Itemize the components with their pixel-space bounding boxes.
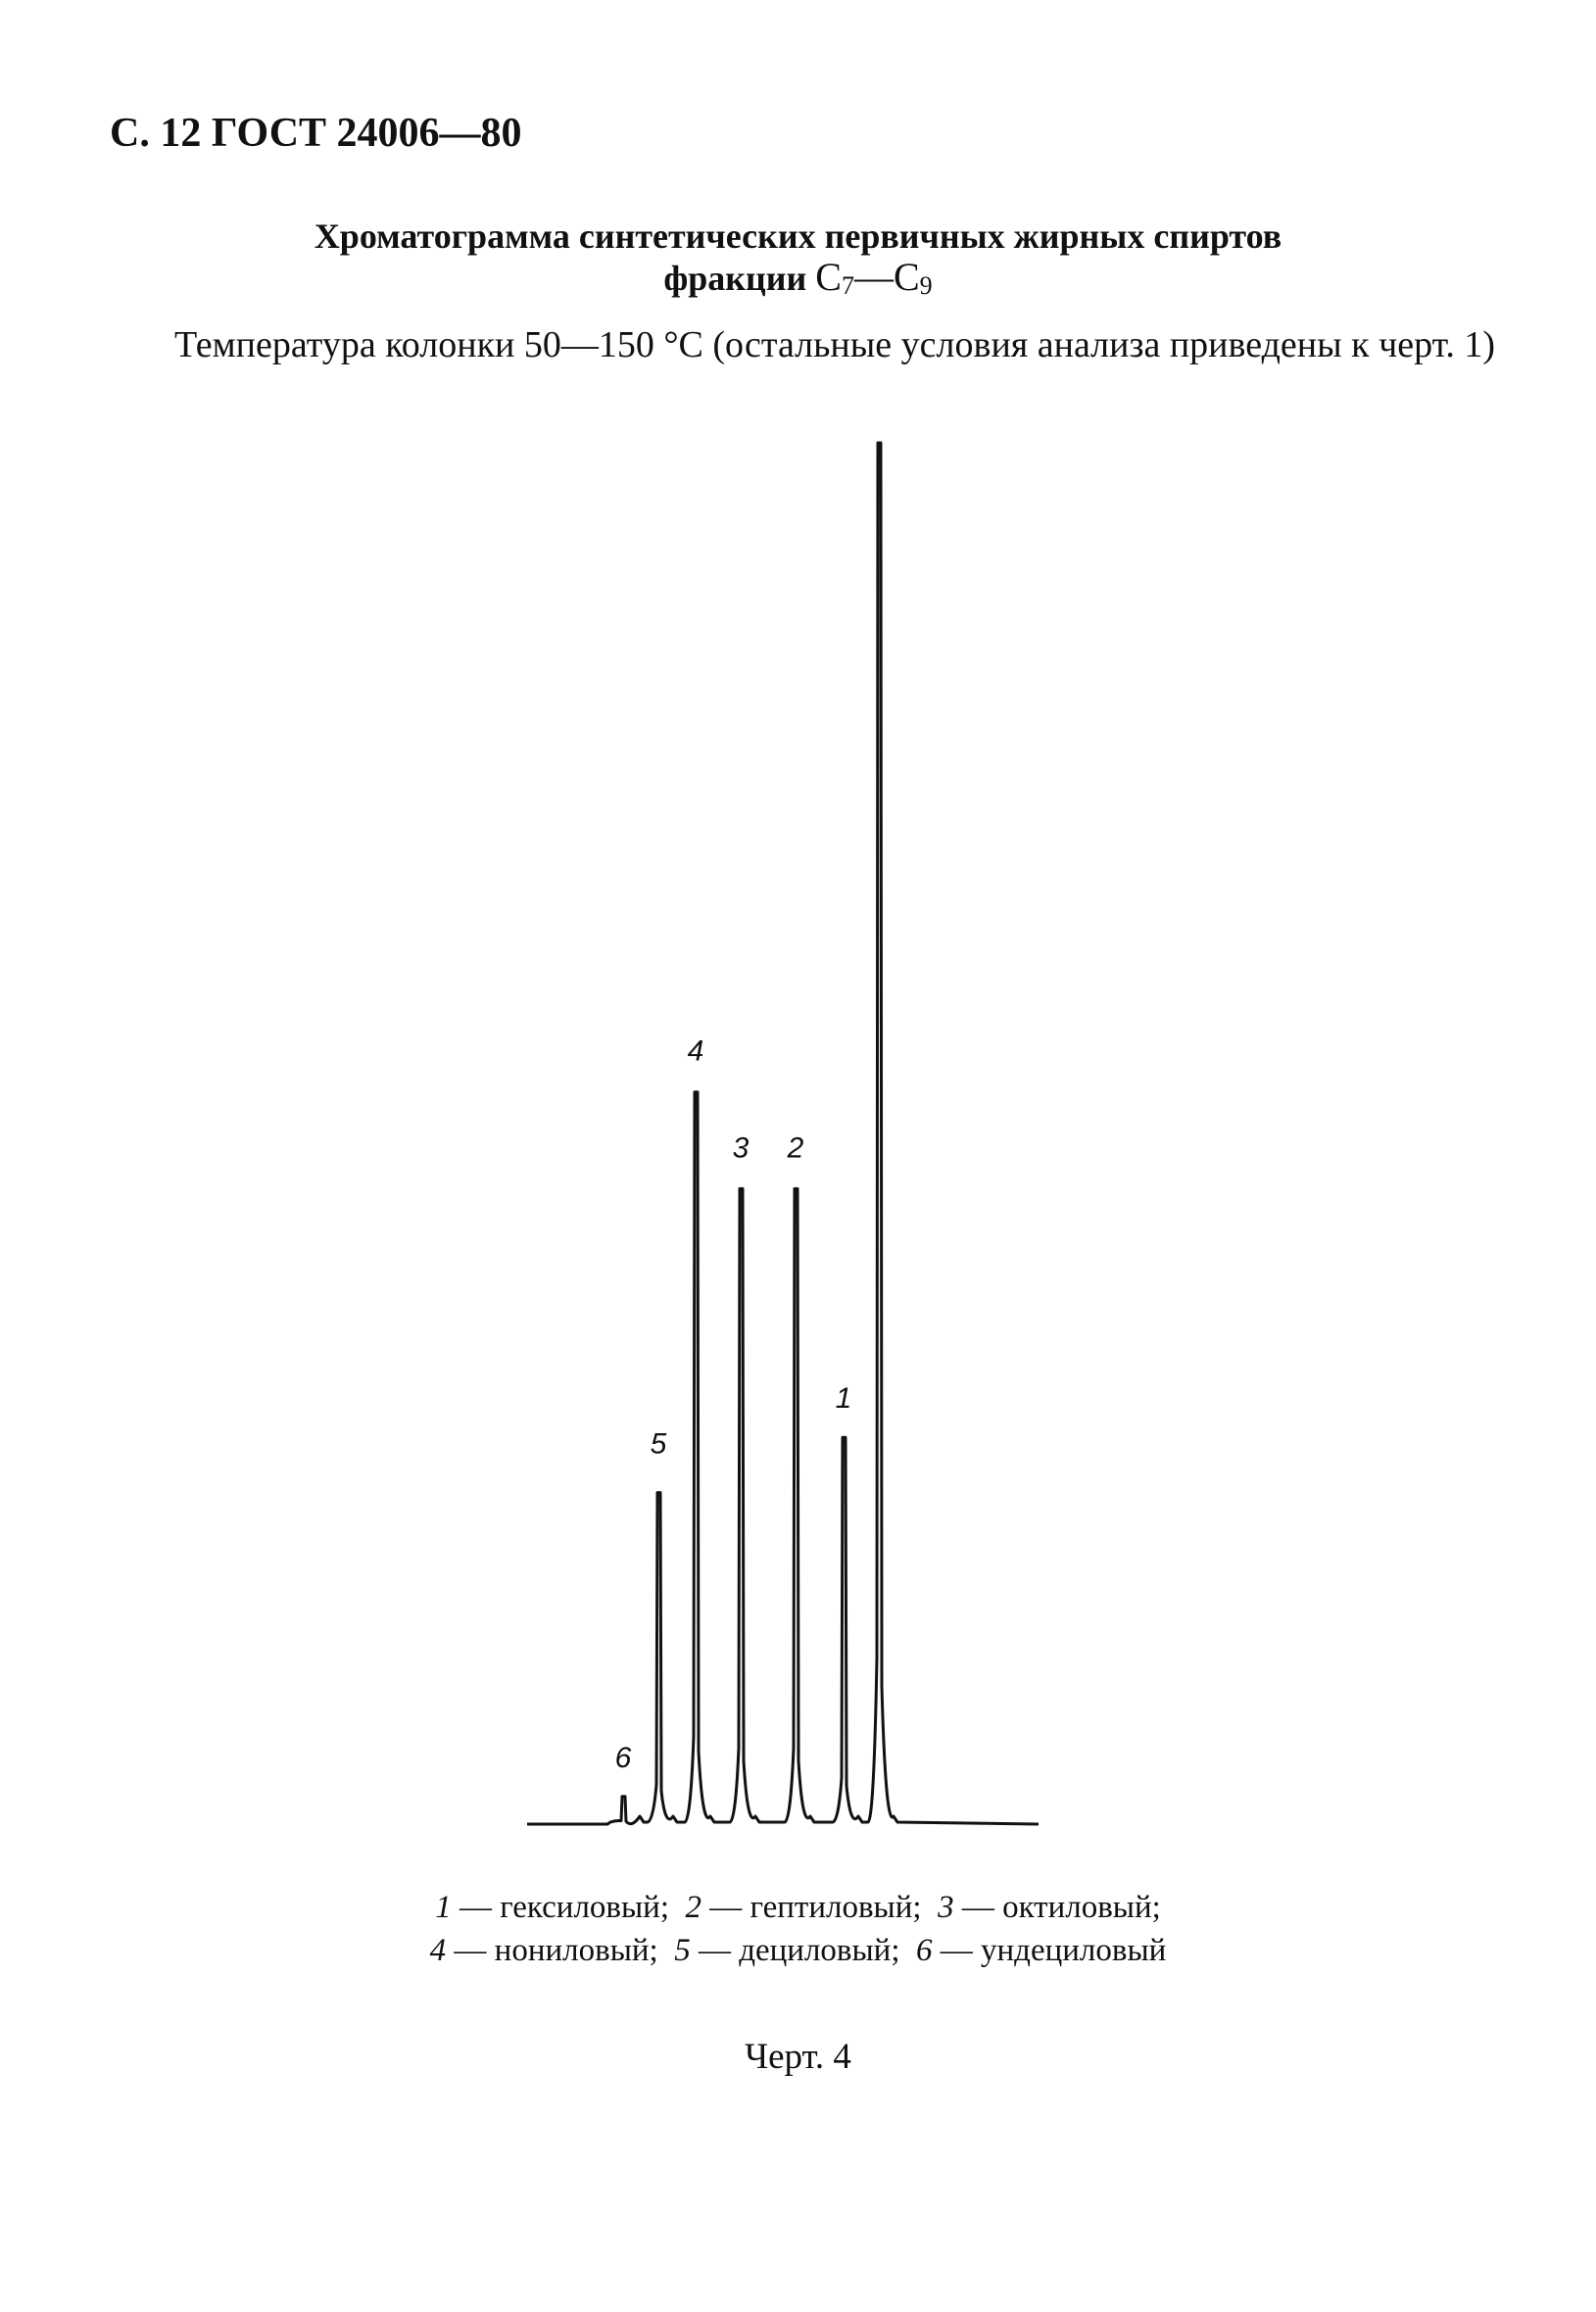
legend-number: 1 (435, 1890, 452, 1925)
legend-number: 4 (429, 1933, 447, 1968)
peak-labels (615, 1036, 852, 1774)
page-reference: С. 12 ГОСТ 24006—80 (110, 111, 522, 156)
legend-text: — гептиловый; (701, 1890, 939, 1925)
title-fraction-word: фракции (663, 259, 807, 298)
title-dash: — (853, 255, 894, 299)
figure-caption: Черт. 4 (745, 2037, 851, 2077)
legend-line2 (0, 1929, 1596, 1972)
peak-label-2: 2 (787, 1132, 804, 1165)
peak-label-5: 5 (650, 1427, 667, 1461)
legend-text: — октиловый; (953, 1890, 1161, 1925)
title-c-start-sub: 7 (841, 271, 854, 300)
legend-number: 5 (674, 1933, 691, 1968)
legend-text: — ундециловый (932, 1933, 1167, 1968)
legend-number: 6 (916, 1933, 933, 1968)
legend-text: — нониловый; (446, 1933, 675, 1968)
peak-label-3: 3 (732, 1132, 750, 1165)
peak-label-6: 6 (614, 1741, 632, 1774)
title-c-end-sub: 9 (919, 271, 933, 300)
conditions-paragraph: Температура колонки 50—150 °С (остальные условия анализа приведены к черт. 1) (174, 324, 1495, 365)
legend-text: — гексиловый; (451, 1890, 686, 1925)
legend-number: 2 (685, 1890, 702, 1925)
legend-number: 3 (938, 1890, 954, 1925)
chromatogram-trace (527, 443, 1039, 1824)
legend-line1 (0, 1886, 1596, 1929)
peak-label-4: 4 (687, 1035, 704, 1068)
legend-text: — дециловый; (690, 1933, 917, 1968)
title-c-end: С (893, 255, 920, 299)
peak-label-1: 1 (835, 1382, 852, 1416)
title-c-start: С (815, 255, 842, 299)
chart-title-line1: Хроматограмма синтетических первичных жирных спиртов (314, 217, 1282, 256)
